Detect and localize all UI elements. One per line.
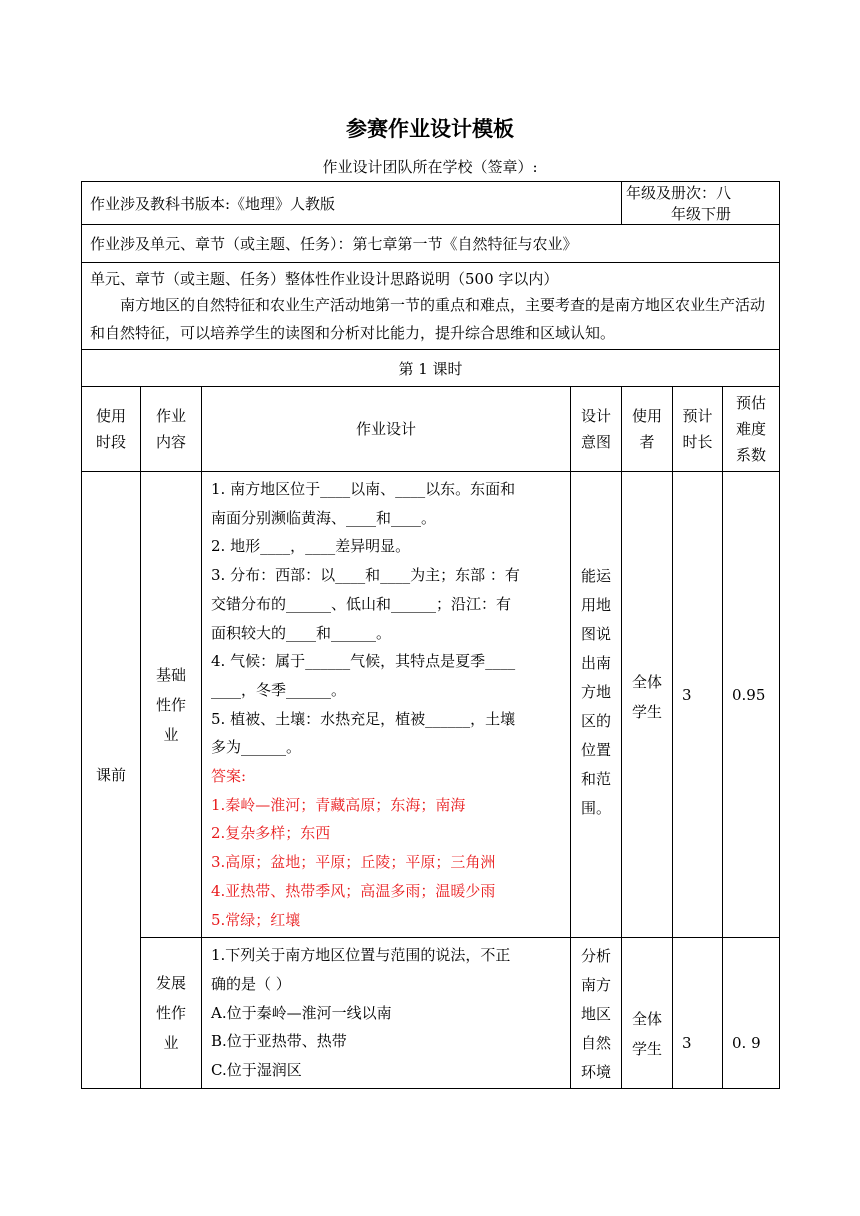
- basic-line: 南面分别濒临黄海、____和____。: [211, 508, 437, 527]
- period-cell: 课前: [82, 472, 141, 1089]
- development-line: 1.下列关于南方地区位置与范围的说法，不正: [211, 946, 511, 965]
- basic-line: 交错分布的______、低山和______；沿江：有: [211, 594, 512, 613]
- basic-line: 面积较大的____和______。: [211, 623, 392, 642]
- basic-user: 全体学生: [622, 472, 673, 938]
- basic-line: 1. 南方地区位于____以南、____以东。东面和: [211, 480, 516, 498]
- lesson-row: [82, 350, 780, 387]
- basic-line: 4. 气候：属于______气候，其特点是夏季____: [211, 652, 516, 671]
- answer-line: 4.亚热带、热带季风；高温多雨；温暖少雨: [211, 881, 496, 900]
- basic-line: 2. 地形____，____差异明显。: [211, 537, 411, 556]
- basic-time: 3: [673, 472, 723, 938]
- development-user: 全体学生: [622, 938, 673, 1089]
- basic-row: [82, 472, 780, 938]
- basic-line: 多为______。: [211, 738, 302, 757]
- assignment-table: [81, 181, 780, 1089]
- header-time: 预计时长: [673, 387, 723, 472]
- development-line: A.位于秦岭—淮河一线以南: [211, 1003, 392, 1022]
- basic-type: 基础性作业: [141, 472, 202, 938]
- unit-row: [82, 225, 780, 263]
- development-type: 发展性作业: [141, 938, 202, 1089]
- grade-volume: 年级及册次：八年级下册: [622, 182, 780, 225]
- development-time: 3: [673, 938, 723, 1089]
- lesson-label: 第 1 课时: [82, 350, 780, 387]
- answer-line: 1.秦岭—淮河；青藏高原；东海；南海: [211, 795, 466, 814]
- header-design: 作业设计: [202, 387, 571, 472]
- basic-line: 5. 植被、土壤：水热充足，植被______，土壤: [211, 709, 516, 728]
- development-row: [82, 938, 780, 1089]
- basic-difficulty: 0.95: [723, 472, 780, 938]
- answer-line: 3.高原；盆地；平原；丘陵；平原；三角洲: [211, 853, 496, 872]
- school-signature-line: 作业设计团队所在学校（签章）:: [322, 158, 538, 176]
- design-note-row: [82, 263, 780, 350]
- header-content: 作业内容: [141, 387, 202, 472]
- answer-label: 答案:: [211, 767, 247, 786]
- basic-line: ____，冬季______。: [211, 680, 347, 699]
- header-intent: 设计意图: [571, 387, 622, 472]
- development-difficulty: 0. 9: [723, 938, 780, 1089]
- design-note-body: 南方地区的自然特征和农业生产活动地第一节的重点和难点，主要考查的是南方地区农业生产活动和自然特征，可以培养学生的读图和分析对比能力，提升综合思维和区域认知。: [90, 296, 766, 342]
- basic-content: [202, 472, 571, 938]
- unit-chapter: 作业涉及单元、章节（或主题、任务）：第七章第一节《自然特征与农业》: [82, 225, 780, 263]
- answer-line: 2.复杂多样；东西: [211, 824, 331, 843]
- header-user: 使用者: [622, 387, 673, 472]
- answer-line: 5.常绿；红壤: [211, 910, 301, 929]
- textbook-row: [82, 182, 780, 225]
- header-difficulty: 预估难度系数: [723, 387, 780, 472]
- header-period: 使用时段: [82, 387, 141, 472]
- development-line: 确的是（ ）: [211, 974, 291, 993]
- design-note-heading: 单元、章节（或主题、任务）整体性作业设计思路说明（500 字以内）: [90, 270, 559, 288]
- basic-line: 3. 分布：西部：以____和____为主；东部 ：有: [211, 566, 520, 585]
- development-line: C.位于湿润区: [211, 1061, 302, 1080]
- table-header-row: [82, 387, 780, 472]
- development-intent: 分析南方地区自然环境: [571, 938, 622, 1089]
- page-title: 参赛作业设计模板: [346, 117, 514, 141]
- development-line: B.位于亚热带、热带: [211, 1032, 347, 1051]
- basic-intent: 能运用地图说出南方地区的位置和范围。: [571, 472, 622, 938]
- textbook-version: 作业涉及教科书版本:《地理》人教版: [82, 182, 622, 225]
- development-content: [202, 938, 571, 1089]
